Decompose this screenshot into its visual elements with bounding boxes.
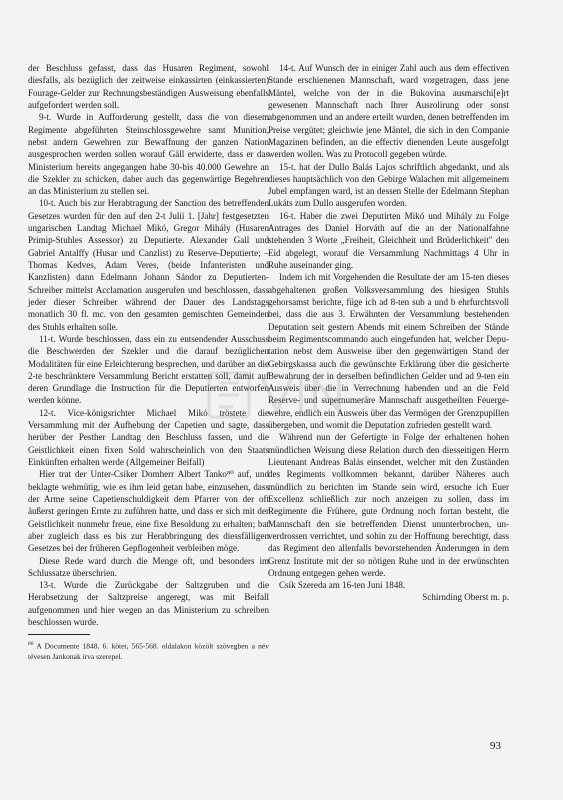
paragraph: 12-t. Vice-königsrichter Michael Mikó tröstete die Versammlung mit der Aufhebung der Capetien und sagte, dass herüber der Pesther Landtag den Beschluss fassen, und die Geistlichkeit einen fixen Sold wahrscheinlich von den Staats Einkünften erhalten werde (Allgemeiner Beifall) [28,407,269,467]
watermark-icon [205,365,365,425]
footnote [28,639,269,662]
paragraph: Indem ich mit Vorgehenden die Resultate der am 15-ten dieses abgehaltenen großen Volksversammlung des hiesigen Stuhls gehorsamst berichte, füge ich ad 8-ten sub a und b ehrfurchtsvoll bei, dass die aus 3. Erwähnten der Versammlung bestehenden Deputation seit gestern Abends mit einem Schreiben der Stände beim Regimentscommando auch eingefunden hat, welcher Deputation nebst dem Ausweise über den gegenwärtigen Stand der Gebirgskassa auch die gewünschte Erklärung über die gesicherte Bewahrung der in derselben befindlichen Gelder und ad 9-ten ein Ausweis über die in Verrechnung habenden und an die Feld Reserve- und supernumeräre Mannschaft ausgetheilten Feuergewehre, endlich ein Ausweis über das Vermögen der Grenzpupillen übergeben, und womit die Deputation zufrieden gestellt ward. [268,272,509,431]
paragraph: 13-t. Wurde die Zurückgabe der Saltzgruben und die Herabsetzung der Saltzpreise angeregt, was mit Beifall aufgenommen und hier wegen an das Ministerium zu schreiben beschlossen wurde. [28,580,269,628]
footnote-number: 80 [28,641,34,648]
paragraph: der Beschluss gefasst, dass das Husaren Regiment, sowohl diesfalls, als bezüglich der zeitweise einkassirten (einkassierten) Fourage-Gelder zur Rechnungsbeständigen Ausweisung ebenfalls aufgefordert werden soll. [28,63,269,110]
paragraph: 9-t. Wurde in Aufforderung gestellt, dass die von diesem Regimente abgeführten Steinschlossgewehre samt Munition, nebst andern Gewehren zur Bewaffnung der ganzen Nation ausgesprochen werden sollen worauf Gäll erwiderte, dass er das Ministerium bereits angegangen habe 30-bis 40.000 Gewehre an die Szekler zu schicken, daher auch das gegenwärtige Begehren an das Ministerium zu stellen sei. [28,112,269,197]
paragraph: 16-t. Haber die zwei Deputirten Mikó und Mihály zu Folge Antrages des Daniel Horváth auf die an der Nationalfahne stehenden 3 Worte „Freiheit, Gleichheit und Brüderlichkeit" den Eid abgelegt, worauf die Versammlung Nachmittags 4 Uhr in Ruhe auseinander ging. [268,210,509,270]
signature-line: Schirnding Oberst m. p. [422,592,509,603]
paragraph: 15-t. hat der Dullo Balás Lajos schriftlich abgedankt, und als dieses hauptsächlich von den Gebirge Walachen mit allgemeinem Jubel empfangen ward, ist an dessen Stelle der Edelmann Stephan Lukáts zum Dullo ausgerufen worden. [268,161,509,209]
footnote-text: A Documente 1848, 6. kötet, 565-568. oldalakon közölt szövegben a név tévesen Jankonak írva szerepel. [28,641,269,661]
paragraph: 14-t. Auf Wunsch der in einiger Zahl auch aus dem effectiven Stande erschienenen Mannschaft, ward vorgetragen, dass jene Mäntel, welche von der in die Bukovina ausmarschi[e]rt gewesenen Mannschaft nach Ihrer Ausrolirung oder sonst abgenommen und an andere erteilt wurden, denen betreffenden im Preise vergütet; gleichwie jene Mäntel, die sich in den Companie Magazinen befinden, an die effectiv dienenden Leute ausgefolgt werden wollen. Was zu Protocoll gegeben würde. [268,63,509,160]
paragraph: Während nun der Gefertigte in Folge der erhaltenen hohen mündlichen Weisung diese Relation durch den diesseitigen Herrn Lieutenant Andreas Balás einsendet, welcher mit den Zuständen des Regiments vollkommen bekannt, darüber Näheres auch mündlich zu berichten im Stande sein wird, ersuche ich Euer Excellenz schließlich zur noch anzeigen zu sollen, dass im Regimente die Frühere, gute Ordnung noch fortan besteht, die Mannschaft den sie betreffenden Dienst ununterbrochen, unverdrossen verrichtet, und sohin zu der Hoffnung berechtigt, dass das Regiment den allenfalls bevorstehenden Änderungen in dem Grenz Institute mit der so nötigen Ruhe und in der erwünschten Ordnung entgegen gehen werde. [268,432,509,578]
place-date-line: Csík Szereda am 16-ten Juni 1848. [279,580,406,591]
paragraph: Hier trat der Unter-Csiker Domherr Albert Tanko⁸⁰ auf, und beklagte wehmütig, wie es ihm leid getan habe, einzusehen, dass der Arme seine Capetienschuldigkeit dem Pfarrer von der oft äußerst geringen Ernte zu zuführen hatte, und dass er sich mit der Geistlichkeit nunmehr freue, eine fixe Besoldung zu erhalten; bat aber zugleich dass es bis zur Herabbringung des diessfälligen Gesetzes bei der früheren Gepflogenheit verbleiben möge. [28,469,269,554]
paragraph: 10-t. Auch bis zur Herabtragung der Sanction des betreffenden Gesetzes wurden für den auf den 2-t Julii 1. [Jahr] festgesetzten ungarischen Landtag Michael Mikó, Gregor Mihály (Husaren Primip-Stuhles Assessor) zu Deputierte. Alexander Gall und Gabriel Antalffy (Husar und Canzlist) zu Reserve-Deputierte; – Thomas Kedves, Adam Veres, (beide Infanteristen und Kanzlisten) dann Edelmann Johann Sándor zu Deputierten-Schreiber mittelst Acclamation ausgerufen und beschlossen, dass jeder dieser Schreiber während der Dauer des Landstags monatlich 30 fl. mc. von den gesamten gemischten Gemeinden des Stuhls erhalten solle. [28,198,269,332]
page-number: 93 [490,740,501,752]
left-column [28,62,269,662]
paragraph: 11-t. Wurde beschlossen, dass ein zu entsendender Ausschuss die Beschwerden der Szekler und die darauf bezüglichen Modalitäten für eine Erleichterung besprechen, und darüber an die 2-te beschränktere Versammlung Bericht erstatten soll, damit auf deren Grundlage die Instruction für die Deputierten entworfen werden könne. [28,333,269,406]
paragraph: Diese Rede ward durch die Menge oft, und besonders im Schlussatze überschrien. [28,555,269,578]
right-column [268,62,509,604]
footnote-rule [28,634,90,635]
